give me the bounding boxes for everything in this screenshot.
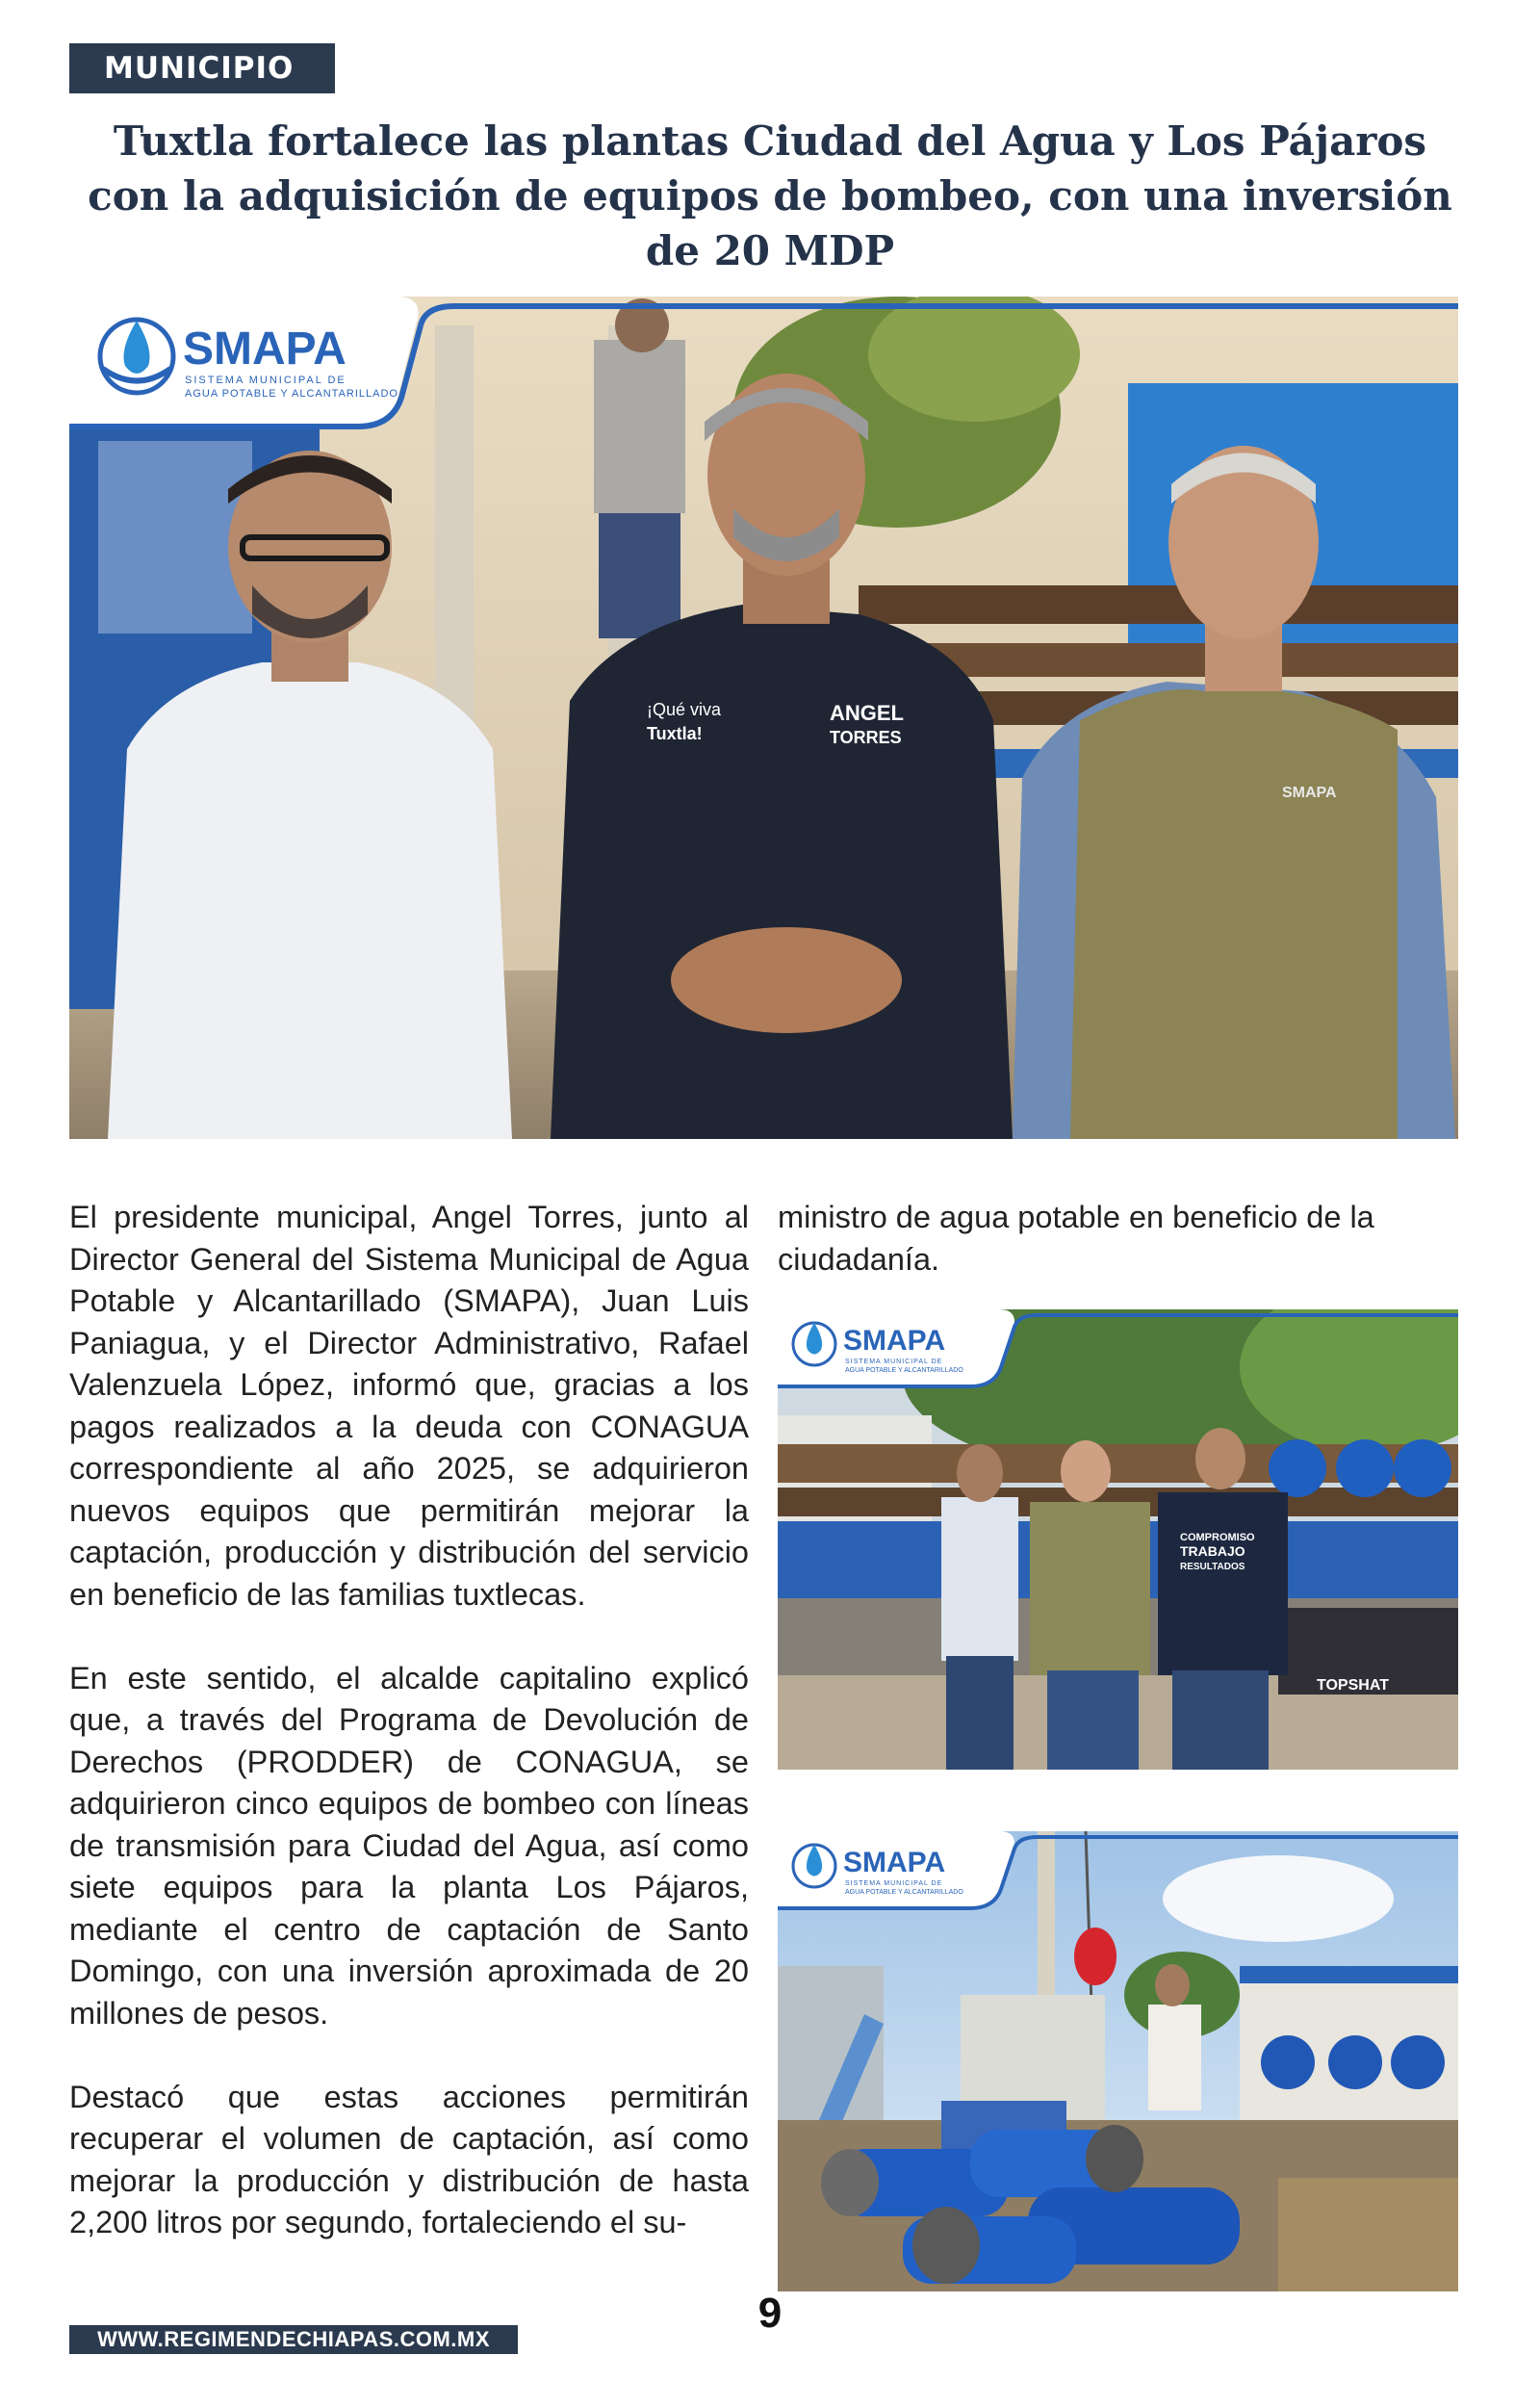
logo-subtitle-1: SISTEMA MUNICIPAL DE bbox=[185, 375, 346, 386]
logo-subtitle-2: AGUA POTABLE Y ALCANTARILLADO bbox=[845, 1889, 963, 1896]
logo-subtitle-1: SISTEMA MUNICIPAL DE bbox=[845, 1359, 943, 1365]
article-column-right bbox=[778, 1197, 1458, 1323]
headline: Tuxtla fortalece las plantas Ciudad del Agua y Los Pájaros con la adquisición de equipos de bombeo, con una inversión de 20 MDP bbox=[88, 117, 1452, 274]
vest-label-left: ¡Qué viva bbox=[647, 700, 722, 719]
vest-label-left-2: Tuxtla! bbox=[647, 724, 703, 743]
paragraph-3-continued: ministro de agua potable en beneficio de la ciudadanía. bbox=[778, 1200, 1374, 1277]
page-number: 9 bbox=[757, 2290, 783, 2337]
main-photo bbox=[69, 297, 1458, 1139]
paragraph-1: El presidente municipal, Angel Torres, junto al Director General del Sistema Municipal de Agua Potable y Alcantarillado (SMAPA), Juan Luis Paniagua, y el Director Administrativo, Rafael Valenzuela López, informó que, gracias a los pagos realizados a la deuda con CONAGUA correspondiente al año 2025, se adquirieron nuevos equipos que permitirán mejorar la captación, producción y distribución del servicio en beneficio de las familias tuxtlecas. bbox=[69, 1200, 749, 1612]
vest-label-green: SMAPA bbox=[1282, 785, 1337, 801]
photo-pumps bbox=[778, 1831, 1458, 2291]
article-column-left bbox=[69, 1197, 749, 2286]
paragraph-2: En este sentido, el alcalde capitalino explicó que, a través del Programa de Devolución de Derechos (PRODDER) de CONAGUA, se adquirieron cinco equipos de bombeo con líneas de transmisión para Ciudad del Agua, así como siete equipos para la planta Los Pájaros, mediante el centro de captación de Santo Domingo, con una inversión aproximada de 20 millones de pesos. bbox=[69, 1660, 749, 2031]
logo-name: SMAPA bbox=[183, 324, 346, 375]
trailer-label: TOPSHAT bbox=[1317, 1677, 1389, 1694]
photo-inspection bbox=[778, 1309, 1458, 1770]
vest-label-right: ANGEL bbox=[830, 701, 904, 725]
logo-subtitle-1: SISTEMA MUNICIPAL DE bbox=[845, 1880, 943, 1887]
section-tag: MUNICIPIO bbox=[69, 43, 335, 93]
vest-label-3: RESULTADOS bbox=[1180, 1562, 1245, 1572]
vest-label-right-2: TORRES bbox=[830, 728, 902, 747]
vest-label-2: TRABAJO bbox=[1180, 1543, 1245, 1559]
vest-label-1: COMPROMISO bbox=[1180, 1532, 1255, 1543]
logo-name: SMAPA bbox=[843, 1847, 946, 1878]
logo-subtitle-2: AGUA POTABLE Y ALCANTARILLADO bbox=[185, 388, 398, 400]
logo-name: SMAPA bbox=[843, 1325, 946, 1357]
footer-website[interactable]: WWW.REGIMENDECHIAPAS.COM.MX bbox=[69, 2325, 518, 2354]
paragraph-3: Destacó que estas acciones permitirán recuperar el volumen de captación, así como mejorar la producción y distribución de hasta 2,200 litros por segundo, fortaleciendo el su- bbox=[69, 2079, 749, 2239]
logo-subtitle-2: AGUA POTABLE Y ALCANTARILLADO bbox=[845, 1367, 963, 1374]
